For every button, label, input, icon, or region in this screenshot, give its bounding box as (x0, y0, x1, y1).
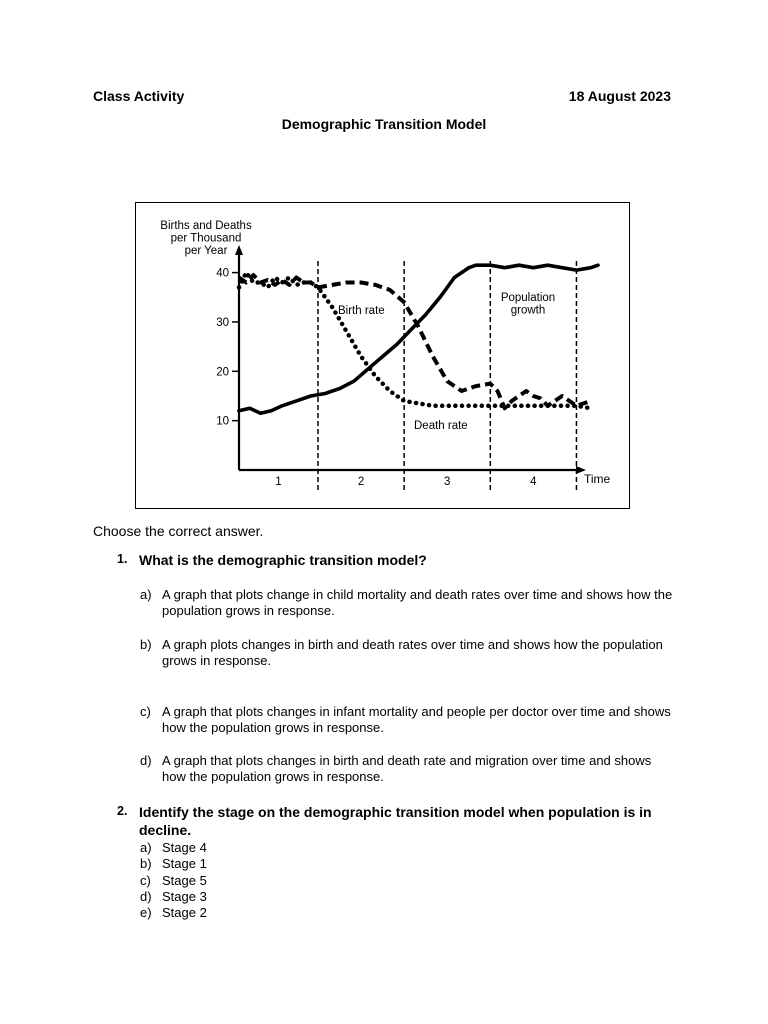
page-title: Demographic Transition Model (281, 116, 487, 132)
option-2c[interactable] (140, 873, 207, 889)
option-text: Stage 2 (162, 905, 207, 920)
y-axis-label-line: per Year (184, 245, 228, 257)
instruction-text: Choose the correct answer. (93, 523, 264, 539)
option-letter: c) (140, 873, 151, 888)
option-letter: a) (140, 840, 152, 855)
option-text: A graph that plots changes in infant mortality and people per doctor over time and shows how the population grows in response. (162, 704, 671, 735)
option-letter: b) (140, 637, 152, 652)
question-2 (117, 803, 679, 839)
option-text: Stage 5 (162, 873, 207, 888)
option-1b[interactable] (140, 637, 676, 669)
option-2d[interactable] (140, 889, 207, 905)
option-text: A graph plots changes in birth and death rates over time and shows how the population grows in response. (162, 637, 663, 668)
question-number: 1. (117, 552, 128, 566)
death-rate-label: Death rate (414, 420, 468, 432)
x-axis-label: Time (584, 472, 611, 486)
option-letter: b) (140, 856, 152, 871)
header-left: Class Activity (93, 88, 185, 104)
stage-label: 4 (530, 476, 537, 488)
option-letter: c) (140, 704, 151, 719)
y-axis-label-line: per Thousand (170, 232, 242, 245)
option-2b[interactable] (140, 856, 207, 872)
birth-rate-label: Birth rate (338, 305, 385, 317)
y-tick-label: 30 (216, 316, 229, 329)
population-growth-line (239, 265, 598, 413)
y-axis-arrow (235, 245, 243, 255)
option-letter: e) (140, 905, 152, 920)
chart-annotations (338, 292, 555, 432)
option-1c[interactable] (140, 704, 676, 736)
y-tick-label: 40 (216, 267, 229, 280)
option-1d[interactable] (140, 753, 676, 785)
chart-axes (216, 245, 610, 486)
question-text: What is the demographic transition model? (139, 552, 427, 568)
option-2e[interactable] (140, 905, 207, 921)
question-text: Identify the stage on the demographic transition model when population is in decline. (139, 804, 652, 838)
option-letter: d) (140, 889, 152, 904)
option-text: Stage 1 (162, 856, 207, 871)
option-text: Stage 3 (162, 889, 207, 904)
demographic-transition-chart (136, 203, 631, 510)
question-1 (117, 551, 679, 569)
chart-series (239, 265, 598, 413)
stage-label: 3 (444, 476, 451, 488)
population-growth-label: Population (500, 292, 556, 304)
question-number: 2. (117, 804, 128, 818)
chart-frame (135, 202, 630, 509)
header-date: 18 August 2023 (568, 88, 671, 104)
stage-label: 2 (357, 476, 365, 488)
option-2a[interactable] (140, 840, 207, 856)
option-text: Stage 4 (162, 840, 207, 855)
option-letter: d) (140, 753, 152, 768)
option-letter: a) (140, 587, 152, 602)
option-text: A graph that plots change in child mortality and death rates over time and shows how the population grows in response. (162, 587, 673, 618)
option-text: A graph that plots changes in birth and death rate and migration over time and shows how the population grows in response. (162, 753, 652, 784)
y-tick-label: 20 (216, 366, 229, 379)
y-tick-label: 10 (216, 415, 229, 428)
y-axis-label-line: Births and Deaths (160, 220, 252, 232)
option-1a[interactable] (140, 587, 676, 619)
stage-label: 1 (275, 476, 282, 488)
population-growth-label: growth (510, 304, 546, 317)
